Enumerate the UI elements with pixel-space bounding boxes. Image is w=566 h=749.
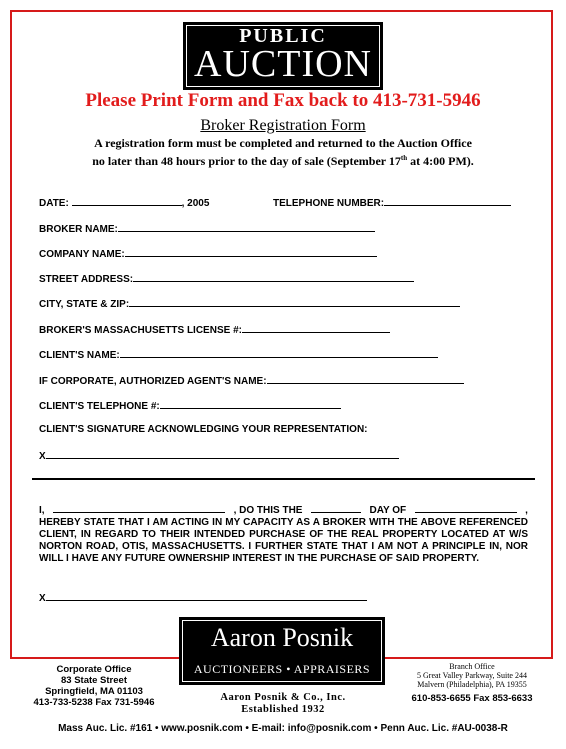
- telephone-blank[interactable]: [384, 196, 511, 206]
- license-blank[interactable]: [242, 323, 390, 333]
- branch-office-phone: 610-853-6655 Fax 853-6633: [411, 693, 533, 704]
- statement-do-this-the: , DO THIS THE: [233, 505, 303, 516]
- intro-line2b: at 4:00 PM).: [407, 154, 474, 168]
- corporate-agent-field: [39, 374, 464, 387]
- client-signature-x: X: [39, 451, 46, 462]
- corporate-office-title: Corporate Office: [56, 664, 132, 675]
- city-state-zip-blank[interactable]: [129, 297, 460, 307]
- date-field: [39, 196, 209, 209]
- statement-day-of: DAY OF: [369, 505, 407, 516]
- intro-line2: [40, 151, 526, 169]
- intro-text: [40, 136, 526, 169]
- branch-office-city: Malvern (Philadelphia), PA 19355: [417, 680, 527, 689]
- client-signature-field: [39, 449, 399, 462]
- company-info: [180, 692, 386, 716]
- statement-name-blank[interactable]: [53, 503, 225, 513]
- clients-telephone-label: CLIENT'S TELEPHONE #:: [39, 401, 160, 412]
- telephone-field: [273, 196, 511, 209]
- license-footer: Mass Auc. Lic. #161 • www.posnik.com • E-mail: info@posnik.com • Penn Auc. Lic. #AU-0038-R: [58, 723, 508, 734]
- intro-line2a: no later than 48 hours prior to the day of sale (September 17: [92, 154, 401, 168]
- license-field: [39, 323, 390, 336]
- statement-day-blank[interactable]: [311, 503, 361, 513]
- public-auction-logo: [183, 22, 383, 90]
- company-name: Aaron Posnik & Co., Inc.: [220, 692, 346, 703]
- broker-name-field: [39, 222, 375, 235]
- signature-ack-field: [39, 424, 368, 435]
- clients-name-field: [39, 348, 438, 361]
- broker-name-label: BROKER NAME:: [39, 224, 118, 235]
- city-state-zip-field: [39, 297, 460, 310]
- aaron-posnik-logo: [179, 617, 385, 685]
- telephone-label: TELEPHONE NUMBER:: [273, 198, 385, 209]
- broker-statement: [39, 503, 528, 565]
- branch-office-title: Branch Office: [449, 662, 495, 671]
- statement-comma: ,: [525, 505, 528, 516]
- clients-name-blank[interactable]: [120, 348, 438, 358]
- clients-name-label: CLIENT'S NAME:: [39, 350, 120, 361]
- statement-body: HEREBY STATE THAT I AM ACTING IN MY CAPACITY AS A BROKER WITH THE ABOVE REFERENCED CLIENT, IN REGARD TO THEIR INTENDED PURCHASE OF THE REAL PROPERTY LOCATED AT W/S NORTON ROAD, OTIS, MASSACHUSETTS. I FURTHER STATE THAT I AM NOT A PRINCIPLE IN, NOR WILL I HAVE ANY FUTURE OWNERSHIP INTEREST IN THE PURCHASE OF SAID PROPERTY.: [39, 517, 528, 564]
- clients-telephone-field: [39, 399, 341, 412]
- broker-name-blank[interactable]: [118, 222, 375, 232]
- corporate-agent-blank[interactable]: [267, 374, 464, 384]
- street-address-field: [39, 272, 414, 285]
- fax-instruction: Please Print Form and Fax back to 413-731-5946: [85, 90, 481, 111]
- statement-i: I,: [39, 505, 45, 516]
- city-state-zip-label: CITY, STATE & ZIP:: [39, 299, 130, 310]
- client-signature-blank[interactable]: [46, 449, 399, 459]
- street-address-label: STREET ADDRESS:: [39, 274, 134, 285]
- corporate-office-phone: 413-733-5238 Fax 731-5946: [33, 697, 155, 708]
- form-title: Broker Registration Form: [200, 117, 366, 134]
- corporate-agent-label: IF CORPORATE, AUTHORIZED AGENT'S NAME:: [39, 376, 267, 387]
- company-established: Established 1932: [241, 704, 325, 715]
- intro-line1: A registration form must be completed and returned to the Auction Office: [94, 136, 472, 150]
- posnik-name: Aaron Posnik: [210, 623, 354, 652]
- license-label: BROKER'S MASSACHUSETTS LICENSE #:: [39, 325, 242, 336]
- company-name-blank[interactable]: [125, 247, 377, 257]
- corporate-office-city: Springfield, MA 01103: [45, 686, 143, 697]
- broker-signature-x: X: [39, 593, 46, 604]
- date-label: DATE:: [39, 198, 69, 209]
- logo-line1: PUBLIC: [239, 25, 327, 47]
- posnik-tagline: AUCTIONEERS • APPRAISERS: [193, 662, 371, 676]
- date-year: , 2005: [181, 198, 210, 209]
- logo-line2: AUCTION: [194, 43, 372, 85]
- intro-sup: th: [400, 154, 408, 162]
- date-blank[interactable]: [72, 196, 182, 206]
- statement-month-blank[interactable]: [415, 503, 517, 513]
- branch-office-street: 5 Great Valley Parkway, Suite 244: [417, 671, 527, 680]
- signature-ack-label: CLIENT'S SIGNATURE ACKNOWLEDGING YOUR REPRESENTATION:: [39, 424, 368, 435]
- clients-telephone-blank[interactable]: [160, 399, 341, 409]
- statement-first-line: [39, 503, 528, 517]
- broker-signature-field: [39, 591, 367, 604]
- branch-office: [392, 662, 552, 703]
- section-divider: [32, 478, 535, 480]
- broker-signature-blank[interactable]: [46, 591, 367, 601]
- street-address-blank[interactable]: [133, 272, 414, 282]
- corporate-office: [24, 664, 164, 708]
- corporate-office-street: 83 State Street: [60, 675, 127, 686]
- company-name-field: [39, 247, 377, 260]
- company-name-label: COMPANY NAME:: [39, 249, 125, 260]
